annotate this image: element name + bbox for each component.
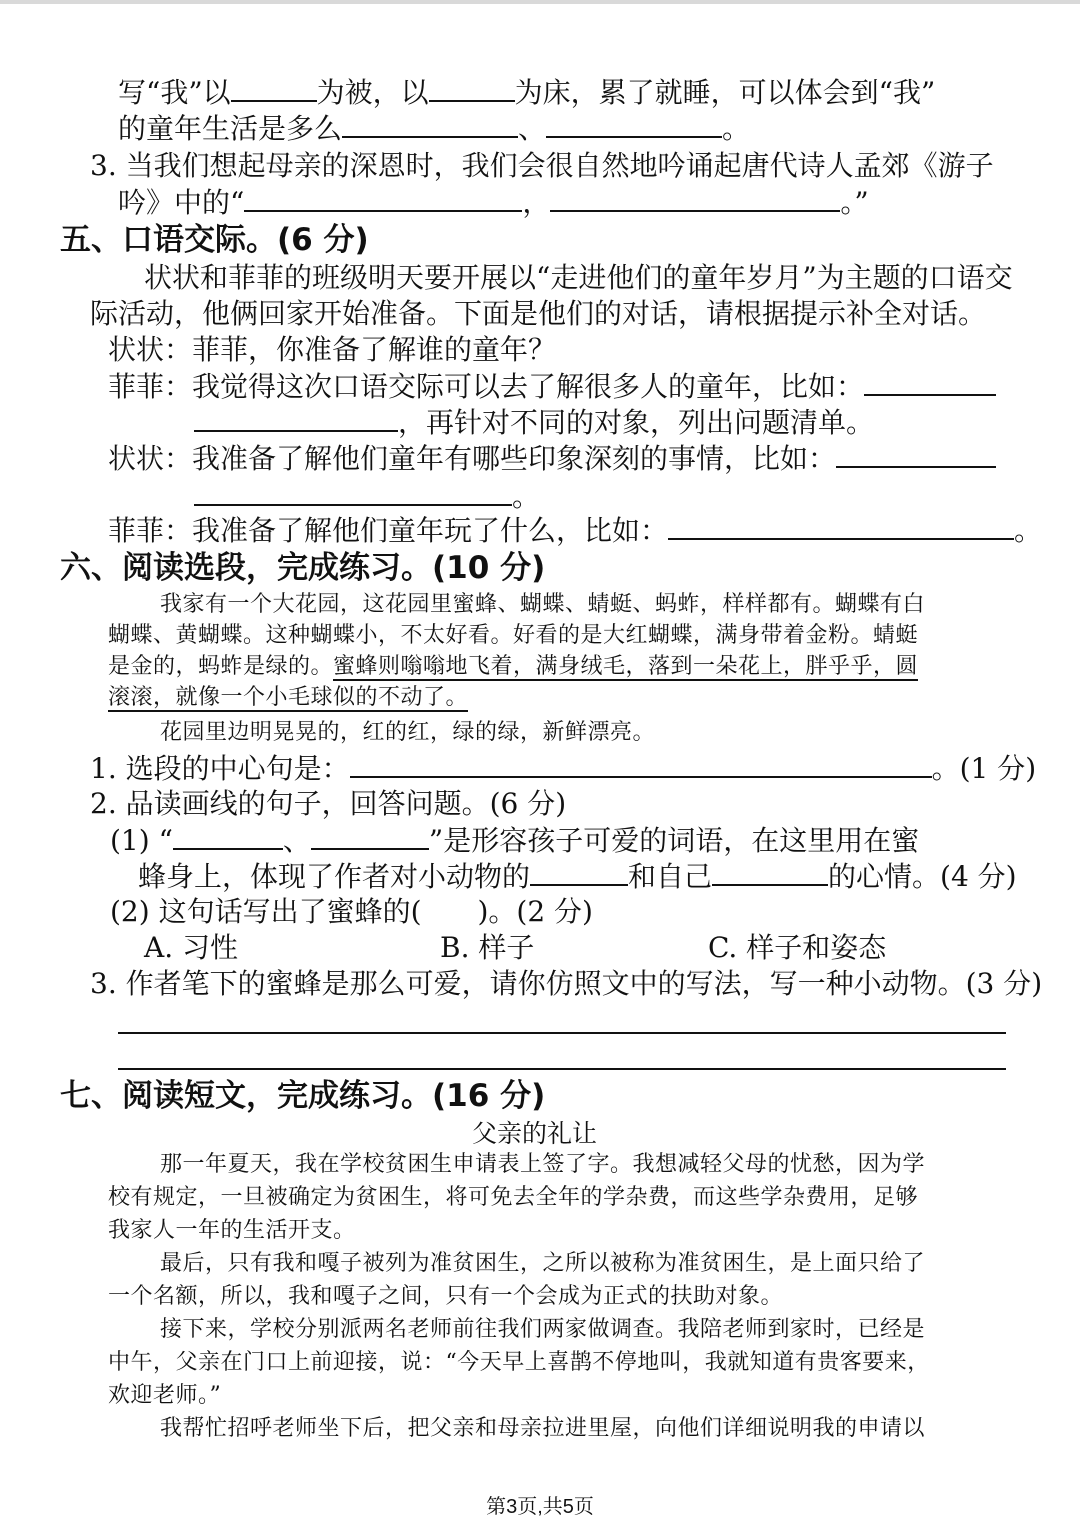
s5-intro-2: 际活动，他俩回家开始准备。下面是他们的对话，请根据提示补全对话。 [90,297,987,330]
blank[interactable] [231,74,317,102]
blank[interactable] [244,184,522,212]
answer-line[interactable] [118,1068,1006,1070]
s7-passage-line-7: 中午，父亲在门口上前迎接，说：“今天早上喜鹊不停地叫，我就知道有贵客要来， [108,1350,930,1375]
blank[interactable] [342,110,518,138]
s5-dialog-1: 状状：菲菲，你准备了解谁的童年？ [108,333,557,366]
s4-line-1: 写“我”以 为被，以 为床，累了就睡，可以体会到“我” [118,76,936,109]
answer-line[interactable] [118,1032,1006,1034]
s4-question-3: 3. 当我们想起母亲的深恩时，我们会很自然地吟诵起唐代诗人孟郊《游子 [90,149,994,182]
s7-passage-line-3: 我家人一年的生活开支。 [108,1218,356,1243]
s7-passage-line-5: 一个名额，所以，我和嘎子之间，只有一个会成为正式的扶助对象。 [108,1284,784,1309]
page-footer: 第3页,共5页 [486,1496,594,1518]
s7-passage-line-2: 校有规定，一旦被确定为贫困生，将可免去全年的学杂费，而这些学杂费用，足够 [108,1185,919,1210]
option-c[interactable]: C. 样子和姿态 [708,931,887,964]
story-title: 父亲的礼让 [472,1119,598,1148]
top-edge [0,0,1080,4]
s6-passage-line-3: 是金的，蚂蚱是绿的。蜜蜂则嗡嗡地飞着，满身绒毛，落到一朵花上，胖乎乎，圆 [108,654,919,679]
s7-passage-line-6: 接下来，学校分别派两名老师前往我们两家做调查。我陪老师到家时，已经是 [160,1317,926,1342]
s6-question-2-1: (1) “ 、 ”是形容孩子可爱的词语，在这里用在蜜 [110,824,920,857]
s5-dialog-4: 菲菲：我准备了解他们童年玩了什么，比如： 。 [108,514,1043,547]
s5-dialog-2-cont: ，再针对不同的对象，列出问题清单。 [194,404,874,441]
s6-question-3: 3. 作者笔下的蜜蜂是那么可爱，请你仿照文中的写法，写一种小动物。(3 分) [90,967,1043,1000]
s5-dialog-3-cont: 。 [194,478,540,515]
s6-question-2-2: (2) 这句话写出了蜜蜂的( )。(2 分) [110,895,593,928]
section-5-heading: 五、口语交际。(6 分) [60,222,369,258]
s5-dialog-3: 状状：我准备了解他们童年有哪些印象深刻的事情，比如： [108,440,996,477]
blank[interactable] [836,440,996,468]
s6-question-1: 1. 选段的中心句是： 。(1 分) [90,752,1037,785]
s5-intro-1: 状状和菲菲的班级明天要开展以“走进他们的童年岁月”为主题的口语交 [144,261,1013,294]
s7-passage-line-4: 最后，只有我和嘎子被列为准贫困生，之所以被称为准贫困生，是上面只给了 [160,1251,926,1276]
s5-dialog-2: 菲菲：我觉得这次口语交际可以去了解很多人的童年，比如： [108,368,996,405]
option-b[interactable]: B. 样子 [440,931,535,964]
option-a[interactable]: A. 习性 [144,931,239,964]
blank[interactable] [173,822,283,850]
blank[interactable] [194,404,398,432]
blank[interactable] [350,750,932,778]
blank[interactable] [429,74,515,102]
blank[interactable] [546,110,722,138]
underlined-sentence: 蜜蜂则嗡嗡地飞着，满身绒毛，落到一朵花上，胖乎乎，圆 [333,654,919,679]
blank[interactable] [550,184,840,212]
blank[interactable] [712,858,828,886]
s6-passage-line-2: 蝴蝶、黄蝴蝶。这种蝴蝶小，不太好看。好看的是大红蝴蝶，满身带着金粉。蜻蜓 [108,623,919,648]
s6-question-2: 2. 品读画线的句子，回答问题。(6 分) [90,787,567,820]
blank[interactable] [311,822,429,850]
blank[interactable] [530,858,628,886]
s4-line-2: 的童年生活是多么 、 。 [118,112,751,145]
section-6-heading: 六、阅读选段，完成练习。(10 分) [60,550,546,586]
s6-question-2-1-cont: 蜂身上，体现了作者对小动物的 和自己 的心情。(4 分) [138,860,1017,893]
blank[interactable] [668,512,1014,540]
section-7-heading: 七、阅读短文，完成练习。(16 分) [60,1078,546,1114]
s7-passage-line-1: 那一年夏天，我在学校贫困生申请表上签了字。我想减轻父母的忧愁，因为学 [160,1152,926,1177]
s7-passage-line-9: 我帮忙招呼老师坐下后，把父亲和母亲拉进里屋，向他们详细说明我的申请以 [160,1416,926,1441]
s6-passage-line-4 [108,683,468,713]
blank[interactable] [194,478,512,506]
underlined-sentence-end: 滚滚，就像一个小毛球似的不动了。 [108,685,469,710]
s6-passage-line-1: 我家有一个大花园，这花园里蜜蜂、蝴蝶、蜻蜓、蚂蚱，样样都有。蝴蝶有白 [160,592,926,617]
s6-passage-line-5: 花园里边明晃晃的，红的红，绿的绿，新鲜漂亮。 [160,720,656,745]
s7-passage-line-8: 欢迎老师。” [108,1383,222,1408]
blank[interactable] [864,368,996,396]
s4-question-3-line-2: 吟》中的“ ， 。” [118,186,869,219]
